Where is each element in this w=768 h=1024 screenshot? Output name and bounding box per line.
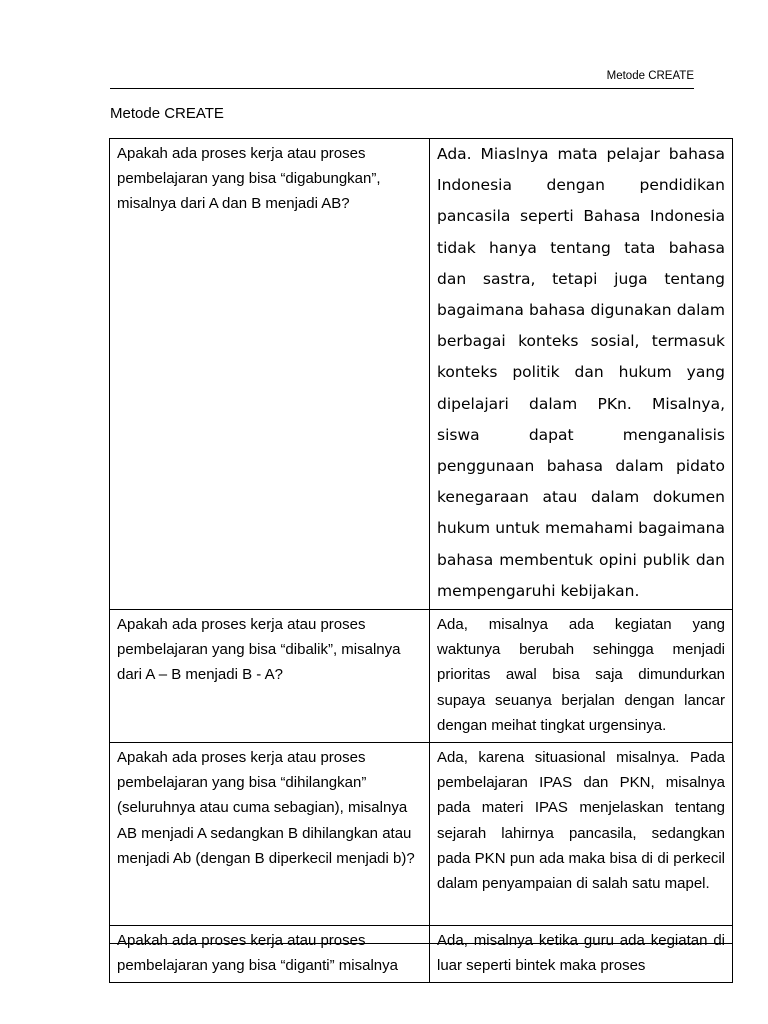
answer-cell: Ada, karena situasional misalnya. Pada pembelajaran IPAS dan PKN, misalnya pada materi IPAS menjelaskan tentang sejarah lahirnya pancasila, sedangkan pada PKN pun ada maka bisa di di perkecil dalam penyampaian di salah satu mapel. (430, 743, 733, 926)
table-bottom-edge (109, 943, 732, 944)
header-rule (110, 88, 694, 89)
document-title: Metode CREATE (110, 105, 224, 122)
question-cell: Apakah ada proses kerja atau proses pembelajaran yang bisa “digabungkan”, misalnya dari A dan B menjadi AB? (110, 139, 430, 610)
question-cell: Apakah ada proses kerja atau proses pembelajaran yang bisa “dibalik”, misalnya dari A – B menjadi B - A? (110, 610, 430, 743)
answer-cell: Ada, misalnya ketika guru ada kegiatan di luar seperti bintek maka proses (430, 926, 733, 983)
table-row (110, 610, 733, 743)
table-row (110, 926, 733, 983)
answer-cell: Ada, misalnya ada kegiatan yang waktunya berubah sehingga menjadi prioritas awal bisa saja dimundurkan supaya seuanya berjalan dengan lancar dengan meihat tingkat urgensinya. (430, 610, 733, 743)
running-header: Metode CREATE (606, 70, 694, 82)
qa-table (109, 138, 733, 983)
qa-table-viewport (108, 138, 734, 975)
answer-cell: Ada. Miaslnya mata pelajar bahasa Indonesia dengan pendidikan pancasila seperti Bahasa Indonesia tidak hanya tentang tata bahasa dan sastra, tetapi juga tentang bagaimana bahasa digunakan dalam berbagai konteks sosial, termasuk konteks politik dan hukum yang dipelajari dalam PKn. Misalnya, siswa dapat menganalisis penggunaan bahasa dalam pidato kenegaraan atau dalam dokumen hukum untuk memahami bagaimana bahasa membentuk opini publik dan mempengaruhi kebijakan. (430, 139, 733, 610)
table-row (110, 139, 733, 610)
question-cell: Apakah ada proses kerja atau proses pembelajaran yang bisa “diganti” misalnya (110, 926, 430, 983)
table-row (110, 743, 733, 926)
question-cell: Apakah ada proses kerja atau proses pembelajaran yang bisa “dihilangkan” (seluruhnya atau cuma sebagian), misalnya AB menjadi A sedangkan B dihilangkan atau menjadi Ab (dengan B diperkecil menjadi b)? (110, 743, 430, 926)
